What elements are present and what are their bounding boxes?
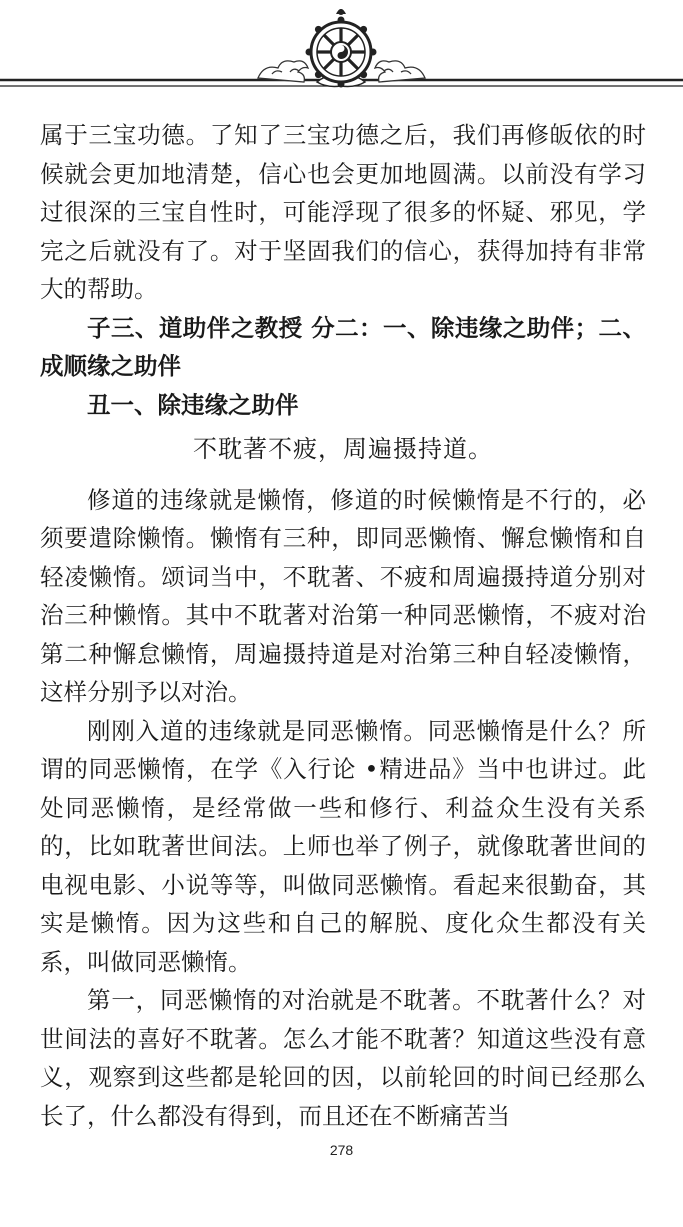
cloud-ornament-left-icon xyxy=(258,61,308,82)
page-body xyxy=(40,116,646,1135)
page-number: 278 xyxy=(329,1142,354,1158)
section-heading: 子三、道助伴之教授 分二：一、除违缘之助伴；二、成顺缘之助伴 xyxy=(40,313,646,380)
body-paragraph: 刚刚入道的违缘就是同恶懒惰。同恶懒惰是什么？所谓的同恶懒惰，在学《入行论 •精进品》当中也讲过。此处同恶懒惰，是经常做一些和修行、利益众生没有关系的，比如耽著世间法。上师也举了例子，就像耽著世间的电视电影、小说等等，叫做同恶懒惰。看起来很勤奋，其实是懒惰。因为这些和自己的解脱、度化众生都没有关系，叫做同恶懒惰。 xyxy=(40,716,646,976)
verse-text: 不耽著不疲，周遍摄持道。 xyxy=(193,435,493,463)
header-ornament xyxy=(0,0,683,100)
page-header xyxy=(0,0,683,100)
body-paragraph: 修道的违缘就是懒惰，修道的时候懒惰是不行的，必须要遣除懒惰。懒惰有三种，即同恶懒惰、懈怠懒惰和自轻凌懒惰。颂词当中，不耽著、不疲和周遍摄持道分别对治三种懒惰。其中不耽著对治第一种同恶懒惰，不疲对治第二种懈怠懒惰，周遍摄持道是对治第三种自轻凌懒惰，这样分别予以对治。 xyxy=(40,485,646,706)
subsection-heading: 丑一、除违缘之助伴 xyxy=(87,390,299,419)
cloud-ornament-right-icon xyxy=(375,61,425,82)
body-paragraph: 属于三宝功德。了知了三宝功德之后，我们再修皈依的时候就会更加地清楚，信心也会更加地圆满。以前没有学习过很深的三宝自性时，可能浮现了很多的怀疑、邪见，学完之后就没有了。对于坚固我们的信心，获得加持有非常大的帮助。 xyxy=(40,121,646,303)
dharma-wheel-icon xyxy=(306,9,377,88)
body-paragraph: 第一，同恶懒惰的对治就是不耽著。不耽著什么？对世间法的喜好不耽著。怎么才能不耽著？知道这些没有意义，观察到这些都是轮回的因，以前轮回的时间已经那么长了，什么都没有得到，而且还在不断痛苦当 xyxy=(40,986,646,1130)
